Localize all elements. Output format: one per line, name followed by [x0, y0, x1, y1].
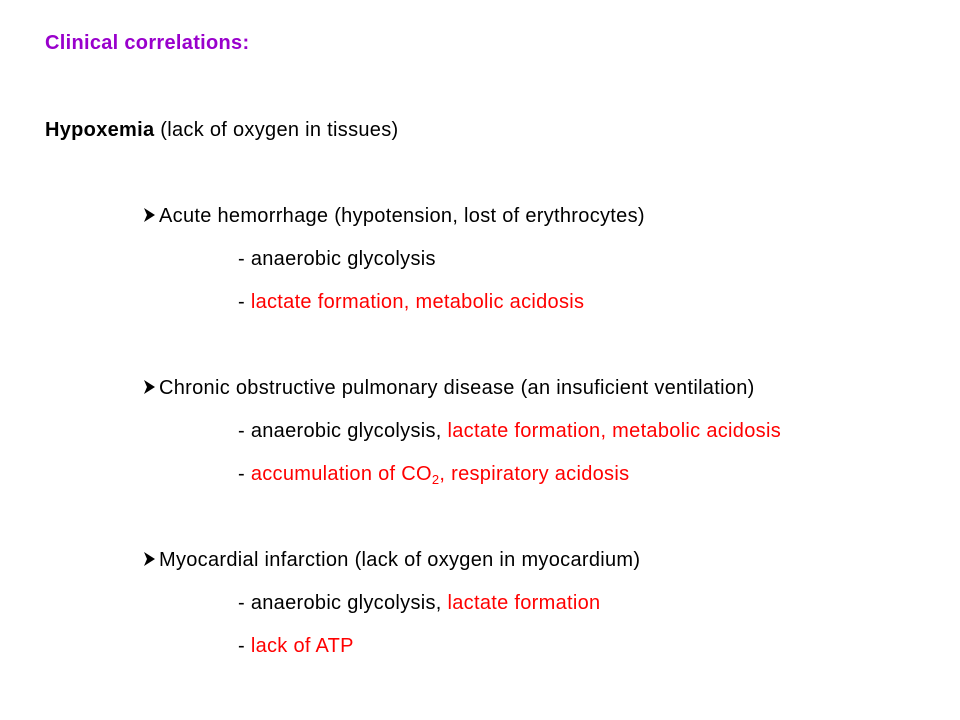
hypoxemia-definition: (lack of oxygen in tissues) — [154, 119, 399, 141]
hypoxemia-line — [45, 118, 398, 142]
bullet-title: Acute hemorrhage (hypotension, lost of erythrocytes) — [159, 205, 645, 227]
detail-highlight-rest: , respiratory acidosis — [439, 463, 630, 485]
bullet-copd — [143, 376, 755, 400]
detail-line — [238, 634, 354, 658]
co2-text: accumulation of CO — [250, 463, 432, 485]
detail-highlight: lactate formation, metabolic acidosis — [250, 291, 585, 313]
arrow-bullet-icon — [143, 206, 157, 224]
detail-prefix: - anaerobic glycolysis, — [238, 592, 448, 614]
detail-prefix: - — [238, 635, 251, 657]
slide-heading: Clinical correlations: — [45, 32, 250, 54]
bullet-title: Chronic obstructive pulmonary disease (an insuficient ventilation) — [159, 377, 755, 399]
detail-line — [238, 591, 600, 615]
arrow-bullet-icon — [143, 550, 157, 568]
detail-line — [238, 462, 629, 486]
bullet-acute-hemorrhage — [143, 204, 645, 228]
detail-prefix: - anaerobic glycolysis, — [238, 420, 448, 442]
detail-highlight: lack of ATP — [250, 635, 354, 657]
detail-highlight — [251, 463, 630, 485]
detail-highlight: lactate formation — [447, 592, 601, 614]
bullet-title: Myocardial infarction (lack of oxygen in myocardium) — [159, 549, 641, 571]
bullet-myocardial-infarction — [143, 548, 640, 572]
detail-highlight: lactate formation, metabolic acidosis — [447, 420, 781, 442]
detail-prefix: - — [238, 463, 251, 485]
detail-prefix: - — [238, 291, 251, 313]
hypoxemia-term: Hypoxemia — [45, 119, 155, 141]
detail-line — [238, 290, 584, 314]
detail-line: - anaerobic glycolysis — [238, 248, 436, 270]
arrow-bullet-icon — [143, 378, 157, 396]
co2-subscript: 2 — [431, 472, 440, 487]
detail-line — [238, 419, 781, 443]
